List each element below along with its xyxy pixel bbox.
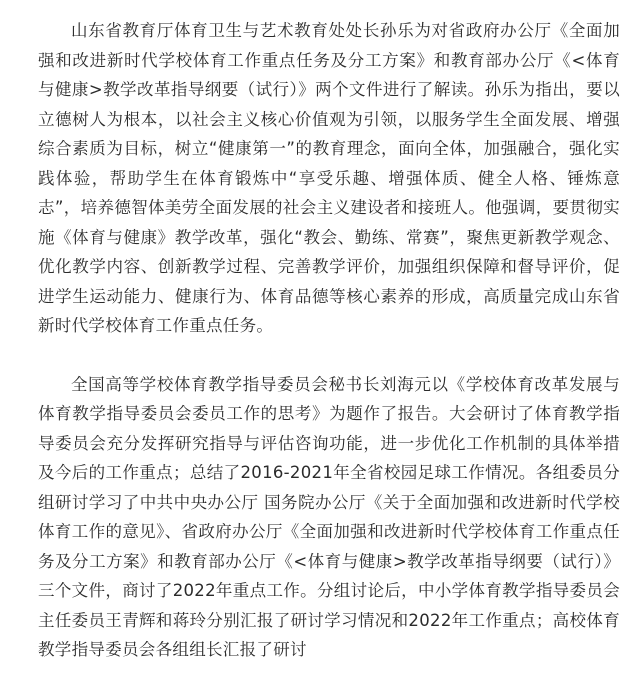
paragraph-2: 全国高等学校体育教学指导委员会秘书长刘海元以《学校体育改革发展与体育教学指导委员会委员工作的思考》为题作了报告。大会研讨了体育教学指导委员会充分发挥研究指导与评估咨询功能，进一步优化工作机制的具体举措及今后的工作重点；总结了2016-2021年全省校园足球工作情况。各组委员分组研讨学习了中共中央办公厅 国务院办公厅《关于全面加强和改进新时代学校体育工作的意见》、省政府办公厅《全面加强和改进新时代学校体育工作重点任务及分工方案》和教育部办公厅《<体育与健康>教学改革指导纲要（试行）》三个文件，商讨了2022年重点工作。分组讨论后，中小学体育教学指导委员会主任委员王青辉和蒋玲分别汇报了研讨学习情况和2022年工作重点；高校体育教学指导委员会各组组长汇报了研讨 (38, 374, 620, 659)
article-body (38, 16, 620, 694)
paragraph-1: 山东省教育厅体育卫生与艺术教育处处长孙乐为对省政府办公厅《全面加强和改进新时代学校体育工作重点任务及分工方案》和教育部办公厅《<体育与健康>教学改革指导纲要（试行）》两个文件进行了解读。孙乐为指出，要以立德树人为根本，以社会主义核心价值观为引领，以服务学生全面发展、增强综合素质为目标，树立“健康第一”的教育理念，面向全体，加强融合，强化实践体验，帮助学生在体育锻炼中“享受乐趣、增强体质、健全人格、锤炼意志”，培养德智体美劳全面发展的社会主义建设者和接班人。他强调，要贯彻实施《体育与健康》教学改革，强化“教会、勤练、常赛”，聚焦更新教学观念、优化教学内容、创新教学过程、完善教学评价，加强组织保障和督导评价，促进学生运动能力、健康行为、体育品德等核心素养的形成，高质量完成山东省新时代学校体育工作重点任务。 (38, 21, 620, 335)
